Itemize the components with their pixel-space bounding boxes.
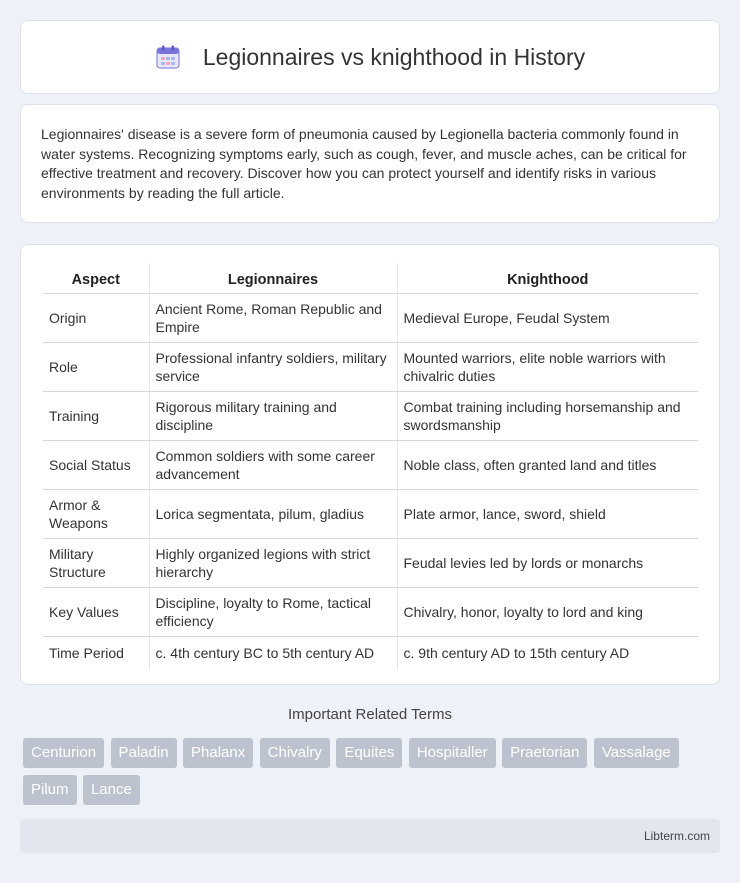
row-knighthood: Feudal levies led by lords or monarchs: [397, 538, 698, 587]
row-aspect: Origin: [43, 293, 149, 342]
table-row: [43, 293, 698, 342]
row-aspect: Time Period: [49, 645, 124, 662]
related-terms-list: [23, 738, 723, 812]
header-aspect: Aspect: [43, 263, 149, 293]
tag-lance[interactable]: Lance: [83, 775, 140, 805]
table-row: [43, 489, 698, 538]
row-knighthood: Mounted warriors, elite noble warriors with chivalric duties: [397, 342, 698, 391]
tag-paladin[interactable]: Paladin: [111, 738, 177, 768]
tag-equites[interactable]: Equites: [336, 738, 402, 768]
header-legionnaires: Legionnaires: [149, 263, 397, 293]
comparison-table: [43, 263, 698, 670]
table-row: [43, 587, 698, 636]
row-knighthood: Chivalry, honor, loyalty to lord and king: [397, 587, 698, 636]
row-legionnaires: c. 4th century BC to 5th century AD: [149, 636, 397, 670]
tag-chivalry[interactable]: Chivalry: [260, 738, 330, 768]
tag-praetorian[interactable]: Praetorian: [502, 738, 587, 768]
tag-phalanx[interactable]: Phalanx: [183, 738, 253, 768]
row-legionnaires: Professional infantry soldiers, military service: [149, 342, 397, 391]
table-row: [43, 391, 698, 440]
header-knighthood: Knighthood: [397, 263, 698, 293]
row-legionnaires: Rigorous military training and discipline: [149, 391, 397, 440]
intro-card: [20, 104, 720, 223]
page-title: Legionnaires vs knighthood in History: [202, 43, 586, 70]
intro-text: Legionnaires' disease is a severe form of pneumonia caused by Legionella bacteria commonly found in water systems. Recognizing symptoms early, such as cough, fever, and muscle aches, can be critical for effective treatment and recovery. Discover how you can protect yourself and identify risks in various environments by reading the full article.: [41, 126, 687, 201]
row-aspect: Key Values: [43, 587, 149, 636]
tag-centurion[interactable]: Centurion: [23, 738, 104, 768]
comparison-card: [20, 244, 720, 685]
footer: [20, 819, 720, 853]
footer-site-link[interactable]: Libterm.com: [643, 829, 710, 843]
header-card: [20, 20, 720, 94]
row-knighthood: c. 9th century AD to 15th century AD: [397, 636, 698, 670]
table-row: [43, 342, 698, 391]
row-aspect: Social Status: [43, 440, 149, 489]
row-aspect: Armor & Weapons: [43, 489, 149, 538]
tag-hospitaller[interactable]: Hospitaller: [409, 738, 496, 768]
row-aspect: Training: [43, 391, 149, 440]
row-knighthood: Noble class, often granted land and titles: [397, 440, 698, 489]
row-legionnaires: Discipline, loyalty to Rome, tactical efficiency: [149, 587, 397, 636]
tag-pilum[interactable]: Pilum: [23, 775, 77, 805]
table-row: [43, 636, 698, 670]
tag-vassalage[interactable]: Vassalage: [594, 738, 679, 768]
calendar-icon: [155, 44, 181, 70]
row-aspect: Military Structure: [43, 538, 149, 587]
table-row: [43, 440, 698, 489]
row-legionnaires: Common soldiers with some career advancement: [149, 440, 397, 489]
row-aspect: Role: [43, 342, 149, 391]
row-knighthood: Plate armor, lance, sword, shield: [397, 489, 698, 538]
row-legionnaires: Lorica segmentata, pilum, gladius: [149, 489, 397, 538]
row-knighthood: Combat training including horsemanship and swordsmanship: [397, 391, 698, 440]
table-header-row: [43, 263, 698, 293]
row-legionnaires: Highly organized legions with strict hierarchy: [149, 538, 397, 587]
table-row: [43, 538, 698, 587]
row-knighthood: Medieval Europe, Feudal System: [397, 293, 698, 342]
related-terms-title: Important Related Terms: [288, 706, 452, 723]
row-legionnaires: Ancient Rome, Roman Republic and Empire: [149, 293, 397, 342]
